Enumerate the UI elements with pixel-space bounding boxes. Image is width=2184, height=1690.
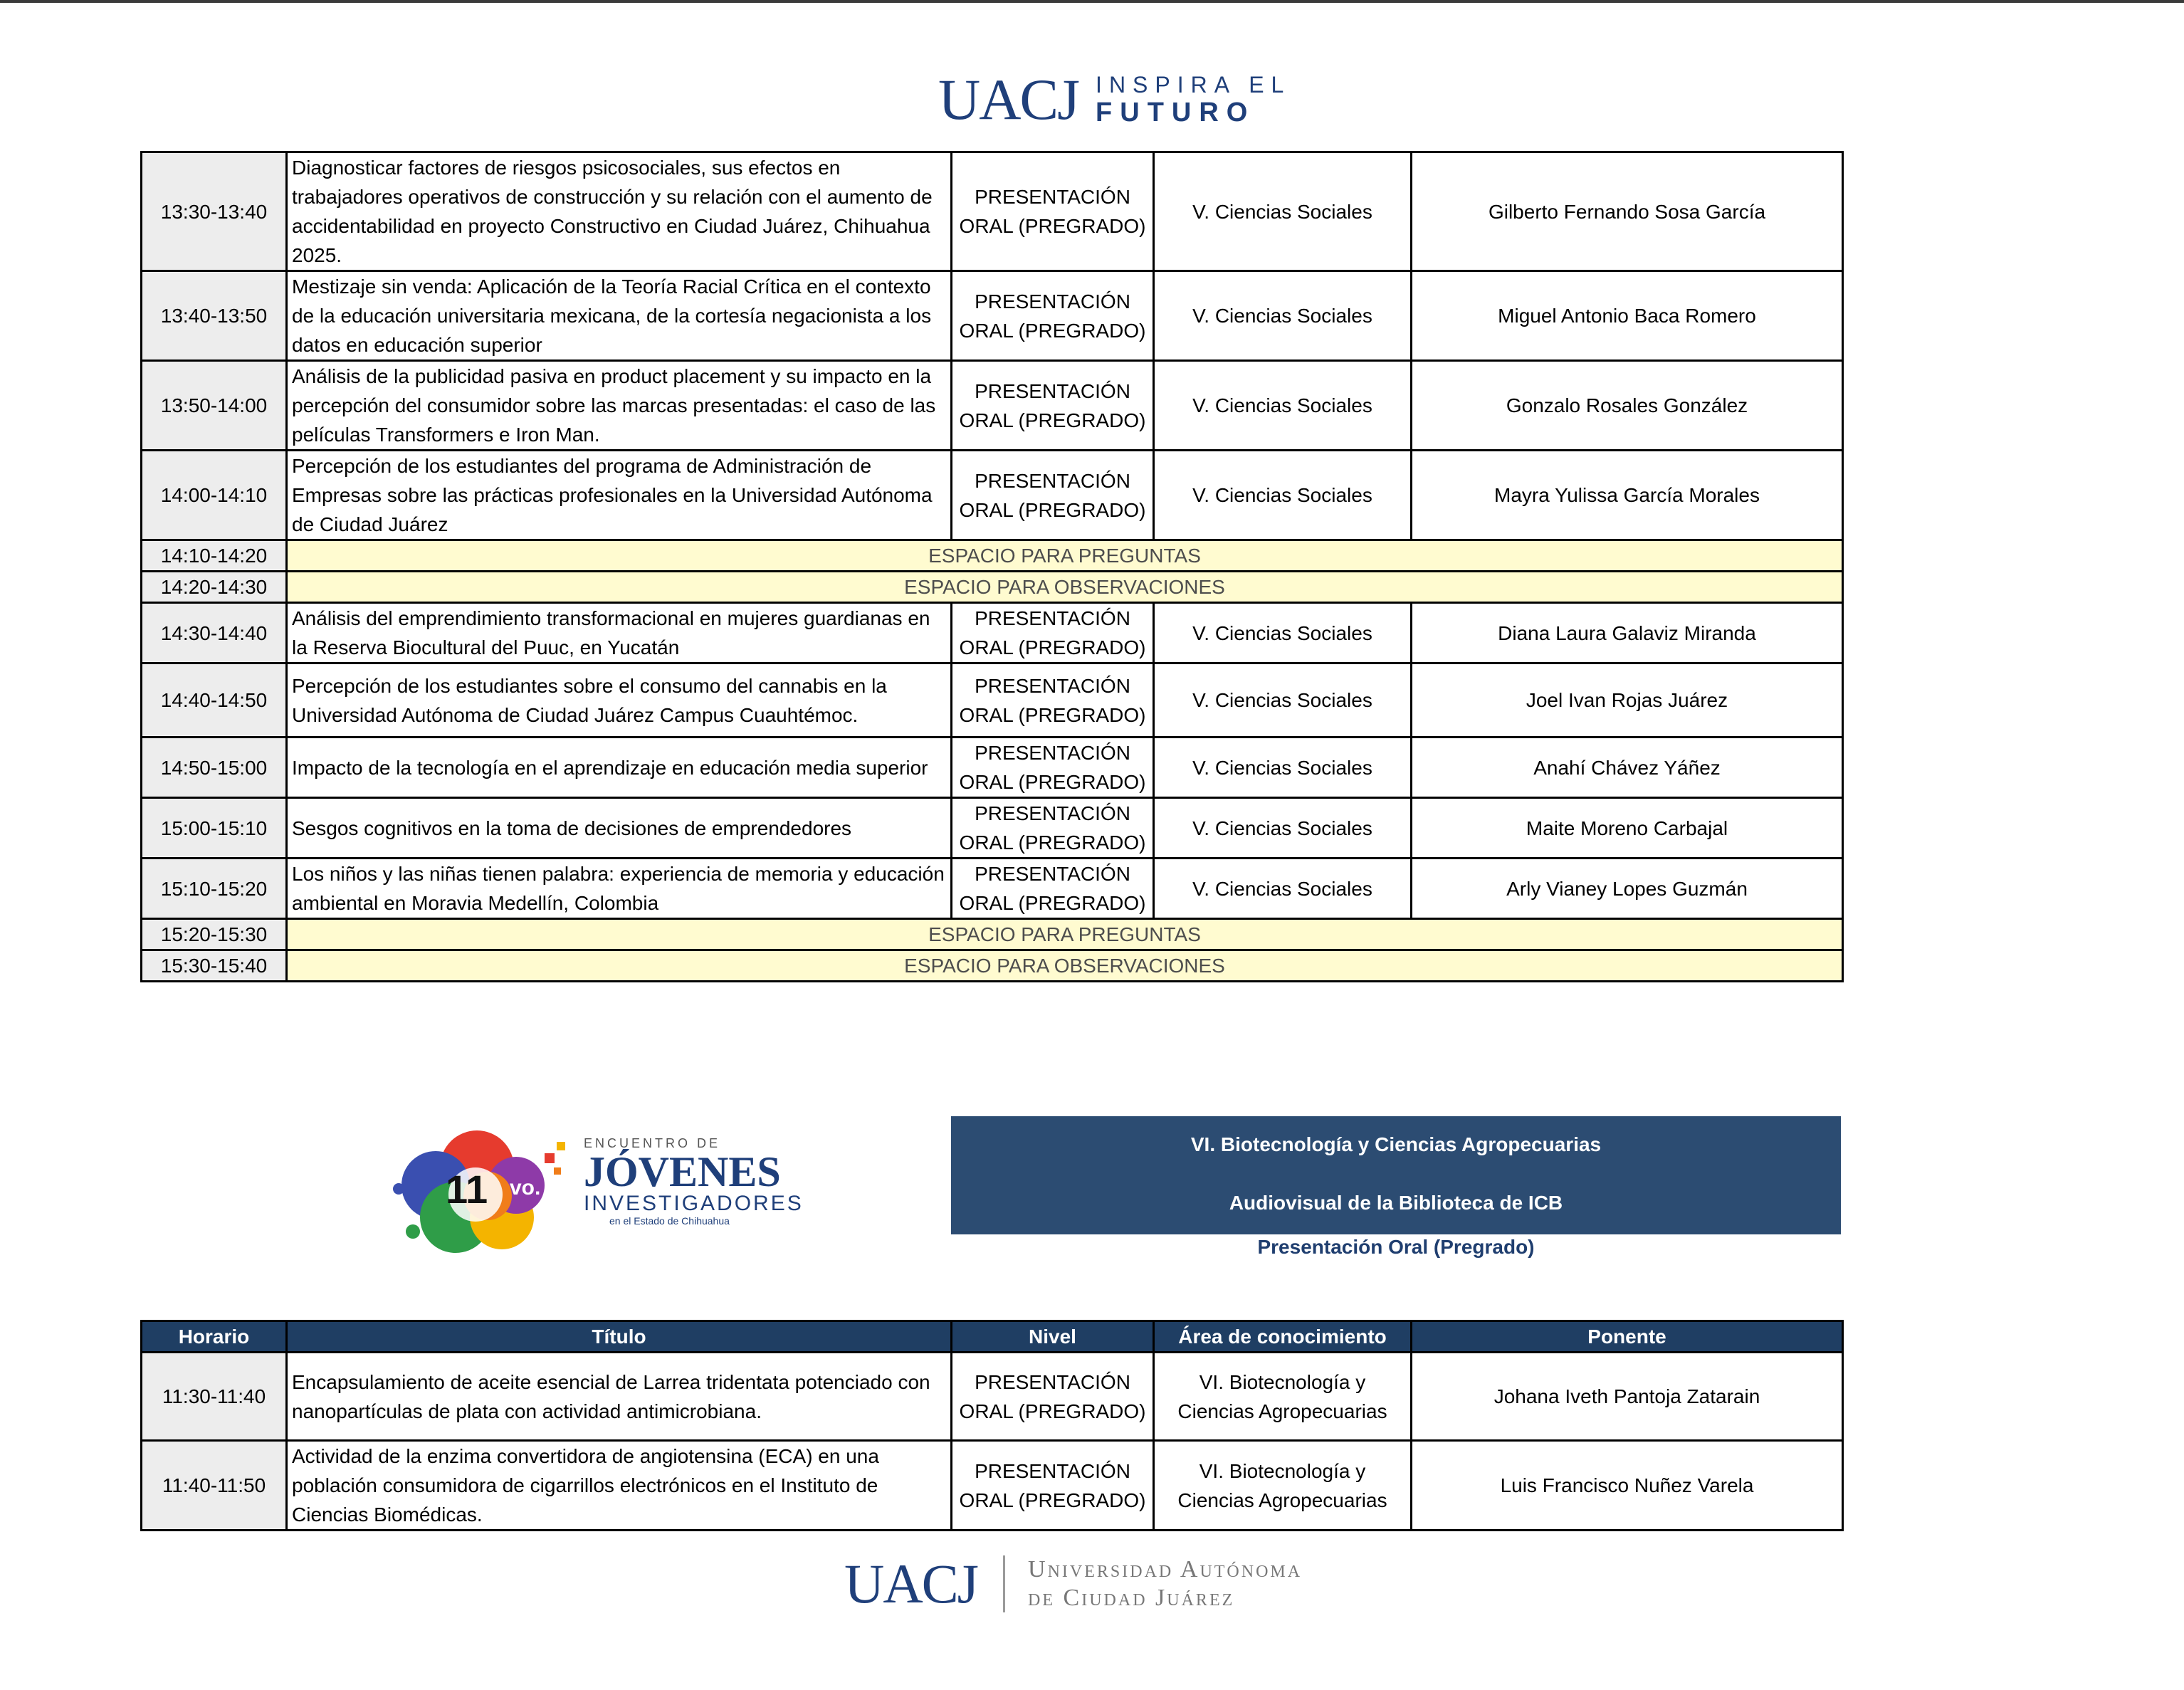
- tagline-line1: INSPIRA EL: [1096, 72, 1291, 98]
- break-row: [142, 950, 1843, 982]
- area-cell: V. Ciencias Sociales: [1154, 663, 1412, 738]
- time-cell: 11:30-11:40: [142, 1353, 287, 1441]
- table-row: [142, 798, 1843, 859]
- break-row: [142, 919, 1843, 950]
- title-cell: Análisis del emprendimiento transformacional en mujeres guardianas en la Reserva Biocultural del Puuc, en Yucatán: [287, 603, 952, 663]
- break-row: [142, 572, 1843, 603]
- event-logo-line1: ENCUENTRO DE: [584, 1136, 721, 1150]
- table-row: [142, 738, 1843, 798]
- table-row: [142, 1441, 1843, 1531]
- footer-logo-mark: UACJ: [844, 1553, 978, 1615]
- time-cell: 14:40-14:50: [142, 663, 287, 738]
- area-cell: V. Ciencias Sociales: [1154, 361, 1412, 451]
- table-row: [142, 271, 1843, 361]
- title-cell: Percepción de los estudiantes del programa de Administración de Empresas sobre las prácticas profesionales en la Universidad Autónoma de Ciudad Juárez: [287, 451, 952, 540]
- time-cell: 11:40-11:50: [142, 1441, 287, 1531]
- table-row: [142, 1353, 1843, 1441]
- title-cell: Diagnosticar factores de riesgos psicosociales, sus efectos en trabajadores operativos de construcción y su relación con el aumento de accidentabilidad en proyecto Constructivo en Ciudad Juárez, Chihuahua 2025.: [287, 152, 952, 271]
- footer-divider: [1003, 1555, 1005, 1612]
- time-cell: 14:10-14:20: [142, 540, 287, 572]
- header-ponente: Ponente: [1412, 1321, 1843, 1353]
- level-cell: PRESENTACIÓN ORAL (PREGRADO): [952, 663, 1154, 738]
- level-cell: PRESENTACIÓN ORAL (PREGRADO): [952, 152, 1154, 271]
- area-cell: V. Ciencias Sociales: [1154, 271, 1412, 361]
- event-logo-line3: INVESTIGADORES: [584, 1192, 804, 1215]
- title-cell: Mestizaje sin venda: Aplicación de la Teoría Racial Crítica en el contexto de la educación universitaria mexicana, de la cortesía negacionista a los datos en educación superior: [287, 271, 952, 361]
- time-cell: 13:40-13:50: [142, 271, 287, 361]
- table-row: [142, 859, 1843, 919]
- area-cell: V. Ciencias Sociales: [1154, 451, 1412, 540]
- break-label: ESPACIO PARA PREGUNTAS: [287, 540, 1843, 572]
- time-cell: 15:30-15:40: [142, 950, 287, 982]
- speaker-cell: Mayra Yulissa García Morales: [1412, 451, 1843, 540]
- level-cell: PRESENTACIÓN ORAL (PREGRADO): [952, 1441, 1154, 1531]
- tagline: [1096, 73, 1291, 126]
- time-cell: 15:00-15:10: [142, 798, 287, 859]
- time-cell: 14:20-14:30: [142, 572, 287, 603]
- level-cell: PRESENTACIÓN ORAL (PREGRADO): [952, 1353, 1154, 1441]
- footer-university-line1: Universidad Autónoma: [1028, 1556, 1303, 1583]
- area-cell: VI. Biotecnología y Ciencias Agropecuarias: [1154, 1353, 1412, 1441]
- uacj-header-logo: [938, 65, 1291, 134]
- area-cell: V. Ciencias Sociales: [1154, 738, 1412, 798]
- level-cell: PRESENTACIÓN ORAL (PREGRADO): [952, 271, 1154, 361]
- level-cell: PRESENTACIÓN ORAL (PREGRADO): [952, 603, 1154, 663]
- title-cell: Sesgos cognitivos en la toma de decisiones de emprendedores: [287, 798, 952, 859]
- table-row: [142, 361, 1843, 451]
- title-cell: Percepción de los estudiantes sobre el consumo del cannabis en la Universidad Autónoma de Ciudad Juárez Campus Cuauhtémoc.: [287, 663, 952, 738]
- header-nivel: Nivel: [952, 1321, 1154, 1353]
- tagline-line2: FUTURO: [1096, 98, 1256, 127]
- area-cell: V. Ciencias Sociales: [1154, 603, 1412, 663]
- event-logo-line2: JÓVENES: [584, 1148, 781, 1195]
- speaker-cell: Arly Vianey Lopes Guzmán: [1412, 859, 1843, 919]
- break-label: ESPACIO PARA PREGUNTAS: [287, 919, 1843, 950]
- level-cell: PRESENTACIÓN ORAL (PREGRADO): [952, 798, 1154, 859]
- time-cell: 15:20-15:30: [142, 919, 287, 950]
- speaker-cell: Johana Iveth Pantoja Zatarain: [1412, 1353, 1843, 1441]
- time-cell: 14:50-15:00: [142, 738, 287, 798]
- time-cell: 14:00-14:10: [142, 451, 287, 540]
- title-cell: Impacto de la tecnología en el aprendizaje en educación media superior: [287, 738, 952, 798]
- event-logo-line4: en el Estado de Chihuahua: [609, 1215, 730, 1227]
- top-border: [0, 0, 2184, 3]
- speaker-cell: Miguel Antonio Baca Romero: [1412, 271, 1843, 361]
- header-horario: Horario: [142, 1321, 287, 1353]
- level-cell: PRESENTACIÓN ORAL (PREGRADO): [952, 451, 1154, 540]
- event-logo: [370, 1111, 804, 1267]
- table-row: [142, 451, 1843, 540]
- footer-university-line2: de Ciudad Juárez: [1028, 1585, 1235, 1611]
- table-row: [142, 663, 1843, 738]
- level-cell: PRESENTACIÓN ORAL (PREGRADO): [952, 361, 1154, 451]
- speaker-cell: Anahí Chávez Yáñez: [1412, 738, 1843, 798]
- section-banner: [951, 1116, 1841, 1234]
- area-cell: V. Ciencias Sociales: [1154, 859, 1412, 919]
- schedule-table-biotecnologia: [140, 1320, 1844, 1531]
- table-row: [142, 152, 1843, 271]
- speaker-cell: Maite Moreno Carbajal: [1412, 798, 1843, 859]
- section-area-title: VI. Biotecnología y Ciencias Agropecuarias: [1190, 1133, 1602, 1155]
- header-titulo: Título: [287, 1321, 952, 1353]
- speaker-cell: Joel Ivan Rojas Juárez: [1412, 663, 1843, 738]
- footer-university-name: [1028, 1555, 1302, 1612]
- time-cell: 13:50-14:00: [142, 361, 287, 451]
- uacj-footer-logo: [844, 1552, 1302, 1616]
- title-cell: Encapsulamiento de aceite esencial de Larrea tridentata potenciado con nanopartículas de plata con actividad antimicrobiana.: [287, 1353, 952, 1441]
- break-label: ESPACIO PARA OBSERVACIONES: [287, 572, 1843, 603]
- section-venue: Audiovisual de la Biblioteca de ICB: [1229, 1192, 1563, 1214]
- speaker-cell: Luis Francisco Nuñez Varela: [1412, 1441, 1843, 1531]
- time-cell: 13:30-13:40: [142, 152, 287, 271]
- area-cell: V. Ciencias Sociales: [1154, 798, 1412, 859]
- area-cell: V. Ciencias Sociales: [1154, 152, 1412, 271]
- header-area: Área de conocimiento: [1154, 1321, 1412, 1353]
- time-cell: 15:10-15:20: [142, 859, 287, 919]
- title-cell: Análisis de la publicidad pasiva en product placement y su impacto en la percepción del consumidor sobre las marcas presentadas: el caso de las películas Transformers e Iron Man.: [287, 361, 952, 451]
- time-cell: 14:30-14:40: [142, 603, 287, 663]
- event-ordinal: vo.: [510, 1176, 541, 1200]
- break-row: [142, 540, 1843, 572]
- speaker-cell: Diana Laura Galaviz Miranda: [1412, 603, 1843, 663]
- area-cell: VI. Biotecnología y Ciencias Agropecuarias: [1154, 1441, 1412, 1531]
- section-mode: Presentación Oral (Pregrado): [1257, 1236, 1535, 1258]
- schedule-table-ciencias-sociales: [140, 151, 1844, 982]
- level-cell: PRESENTACIÓN ORAL (PREGRADO): [952, 859, 1154, 919]
- title-cell: Los niños y las niñas tienen palabra: experiencia de memoria y educación ambiental en Moravia Medellín, Colombia: [287, 859, 952, 919]
- event-logo-text: [584, 1136, 804, 1227]
- table-header-row: [142, 1321, 1843, 1353]
- table-row: [142, 603, 1843, 663]
- title-cell: Actividad de la enzima convertidora de angiotensina (ECA) en una población consumidora de cigarrillos electrónicos en el Instituto de Ciencias Biomédicas.: [287, 1441, 952, 1531]
- level-cell: PRESENTACIÓN ORAL (PREGRADO): [952, 738, 1154, 798]
- speaker-cell: Gonzalo Rosales González: [1412, 361, 1843, 451]
- break-label: ESPACIO PARA OBSERVACIONES: [287, 950, 1843, 982]
- uacj-logo-mark: UACJ: [938, 67, 1079, 132]
- event-number: 11: [446, 1167, 488, 1212]
- speaker-cell: Gilberto Fernando Sosa García: [1412, 152, 1843, 271]
